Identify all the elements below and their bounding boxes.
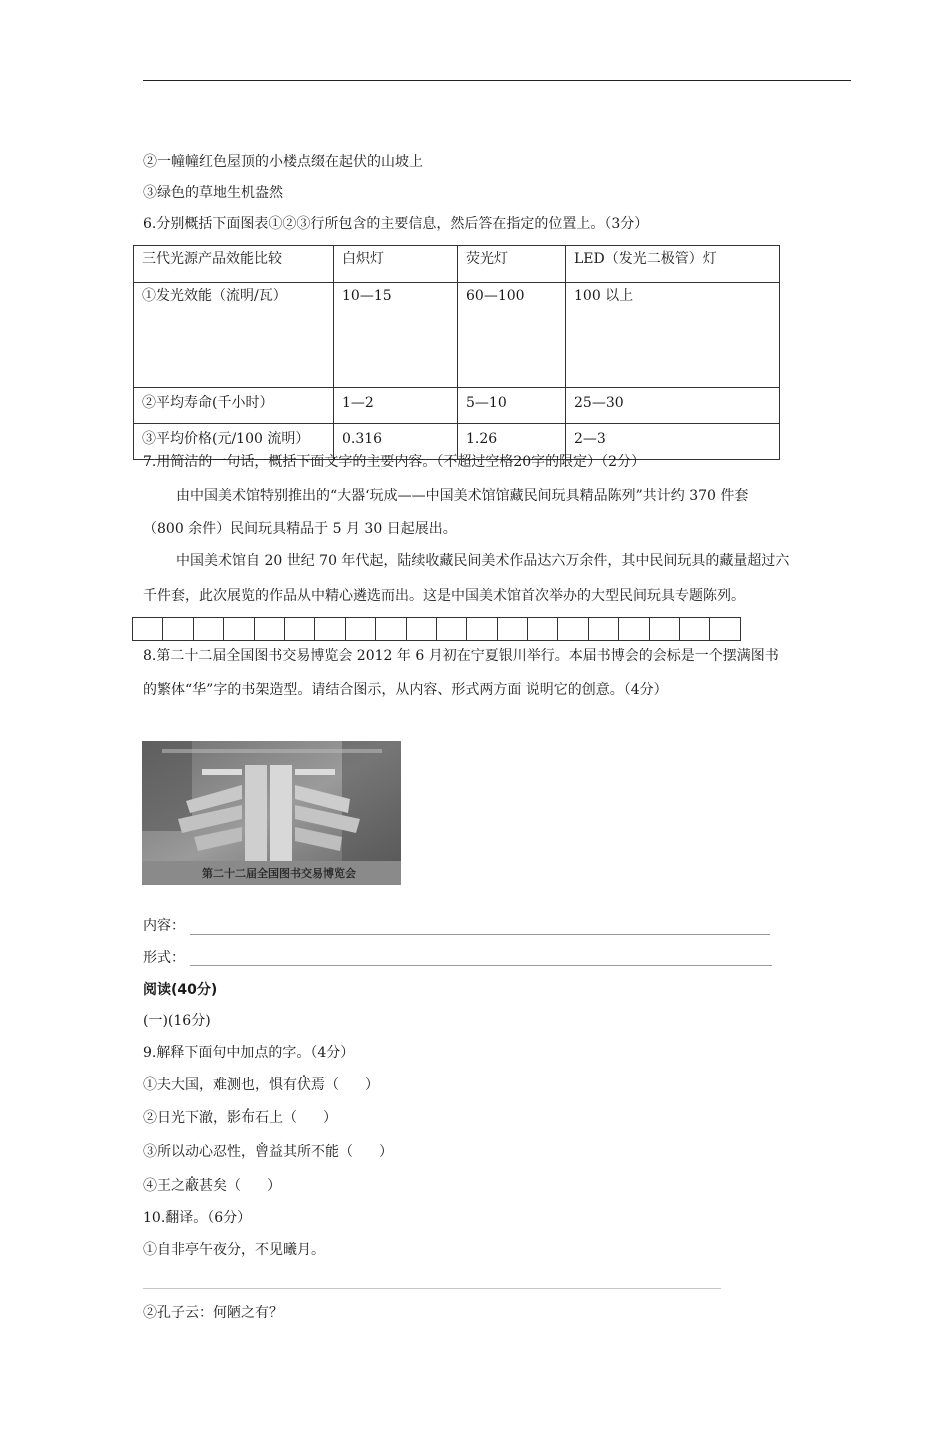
grid-cell[interactable] xyxy=(436,617,467,641)
grid-cell[interactable] xyxy=(527,617,558,641)
section-reading: 阅读(40分) xyxy=(143,982,218,998)
table-cell: 三代光源产品效能比较 xyxy=(134,246,334,283)
option-2-text: ②一幢幢红色屋顶的小楼点缀在起伏的山坡上 xyxy=(143,154,423,170)
option-3-text: ③绿色的草地生机盎然 xyxy=(143,185,283,201)
question-8-line2: 的繁体“华”字的书架造型。请结合图示，从内容、形式两方面 说明它的创意。（4分） xyxy=(143,682,668,698)
question-6: 6.分别概括下面图表①②③行所包含的主要信息，然后答在指定的位置上。（3分） xyxy=(143,216,649,232)
grid-cell[interactable] xyxy=(375,617,406,641)
item-text: ②日光下澈，影 xyxy=(143,1110,241,1126)
table-cell: 白炽灯 xyxy=(334,246,458,283)
table-cell: 60—100 xyxy=(458,283,566,388)
question-9-item-3 xyxy=(143,1142,393,1162)
question-10-item-2: ②孔子云：何陋之有？ xyxy=(143,1305,283,1321)
grid-cell[interactable] xyxy=(345,617,376,641)
bookshelf-hua-image xyxy=(142,741,401,885)
grid-cell[interactable] xyxy=(162,617,193,641)
grid-cell[interactable] xyxy=(314,617,345,641)
item-text: 甚矣（ xyxy=(199,1178,241,1194)
passage-line: 千件套，此次展览的作品从中精心遴选而出。这是中国美术馆首次举办的大型民间玩具专题陈列。 xyxy=(143,588,745,604)
item-text: ） xyxy=(365,1077,379,1093)
question-10: 10.翻译。（6分） xyxy=(143,1210,252,1226)
question-7: 7.用简洁的一句话，概括下面文字的主要内容。（不超过空格20字的限定）（2分） xyxy=(143,454,646,470)
question-9-item-4 xyxy=(143,1176,281,1196)
question-9: 9.解释下面句中加点的字。（4分） xyxy=(143,1045,355,1061)
table-header-row xyxy=(134,246,780,283)
grid-cell[interactable] xyxy=(254,617,285,641)
question-10-item-1: ①自非亭午夜分，不见曦月。 xyxy=(143,1242,325,1258)
book-fair-logo-photo xyxy=(142,741,401,885)
item-text: ） xyxy=(323,1110,337,1126)
table-row xyxy=(134,283,780,388)
question-9-item-1 xyxy=(143,1075,379,1095)
table-cell: 1—2 xyxy=(334,388,458,424)
item-text: ③所以动心忍性， xyxy=(143,1144,255,1160)
item-text: ④王之 xyxy=(143,1178,185,1194)
item-text: ①夫大国，难测也，惧有 xyxy=(143,1077,297,1093)
grid-cell[interactable] xyxy=(466,617,497,641)
passage-line: 由中国美术馆特别推出的“大器‘玩成——中国美术馆馆藏民间玩具精品陈列”共计约 370 件套 xyxy=(176,488,749,504)
grid-cell[interactable] xyxy=(679,617,710,641)
passage-line: （800 余件）民间玩具精品于 5 月 30 日起展出。 xyxy=(143,521,457,537)
grid-cell[interactable] xyxy=(193,617,224,641)
table-cell: ①发光效能（流明/瓦） xyxy=(134,283,334,388)
item-text: ） xyxy=(379,1144,393,1160)
table-row xyxy=(134,388,780,424)
table-cell: 5—10 xyxy=(458,388,566,424)
passage-line: 中国美术馆自 20 世纪 70 年代起，陆续收藏民间美术作品达六万余件，其中民间玩具的藏量超过六 xyxy=(176,553,790,569)
grid-cell[interactable] xyxy=(588,617,619,641)
grid-cell[interactable] xyxy=(223,617,254,641)
dotted-char: 布 xyxy=(241,1110,255,1126)
dotted-char: 蔽 xyxy=(185,1178,199,1194)
efficiency-table xyxy=(133,245,780,460)
content-label: 内容： xyxy=(143,918,185,934)
table-cell: 0.316 xyxy=(334,424,458,460)
table-cell: 1.26 xyxy=(458,424,566,460)
question-8-line1: 8.第二十二届全国图书交易博览会 2012 年 6 月初在宁夏银川举行。本届书博会的会标是一个摆满图书 xyxy=(143,648,779,664)
table-cell: 100 以上 xyxy=(566,283,780,388)
table-cell: 2—3 xyxy=(566,424,780,460)
table-cell: ②平均寿命(千小时） xyxy=(134,388,334,424)
item-text: 石上（ xyxy=(255,1110,297,1126)
grid-cell[interactable] xyxy=(406,617,437,641)
item-text: ） xyxy=(267,1178,281,1194)
grid-cell[interactable] xyxy=(497,617,528,641)
translation-answer-line[interactable] xyxy=(143,1288,721,1289)
answer-grid[interactable] xyxy=(133,617,741,641)
item-text: 益其所不能（ xyxy=(269,1144,353,1160)
grid-cell[interactable] xyxy=(709,617,740,641)
table-cell: 25—30 xyxy=(566,388,780,424)
question-9-item-2 xyxy=(143,1108,337,1128)
dotted-char: 曾 xyxy=(255,1144,269,1160)
grid-cell[interactable] xyxy=(284,617,315,641)
table-cell: 荧光灯 xyxy=(458,246,566,283)
form-label: 形式： xyxy=(143,950,185,966)
grid-cell[interactable] xyxy=(132,617,163,641)
table-cell: LED（发光二极管）灯 xyxy=(566,246,780,283)
form-answer-line[interactable] xyxy=(190,965,772,966)
content-answer-line[interactable] xyxy=(190,934,770,935)
header-rule xyxy=(143,80,851,81)
item-text: 焉（ xyxy=(311,1077,339,1093)
table-cell: ③平均价格(元/100 流明） xyxy=(134,424,334,460)
grid-cell[interactable] xyxy=(649,617,680,641)
grid-cell[interactable] xyxy=(618,617,649,641)
table-cell: 10—15 xyxy=(334,283,458,388)
section-part-1: (一)(16分) xyxy=(143,1013,211,1029)
grid-cell[interactable] xyxy=(557,617,588,641)
photo-caption: 第二十二届全国图书交易博览会 xyxy=(202,867,356,880)
dotted-char: 伏 xyxy=(297,1077,311,1093)
